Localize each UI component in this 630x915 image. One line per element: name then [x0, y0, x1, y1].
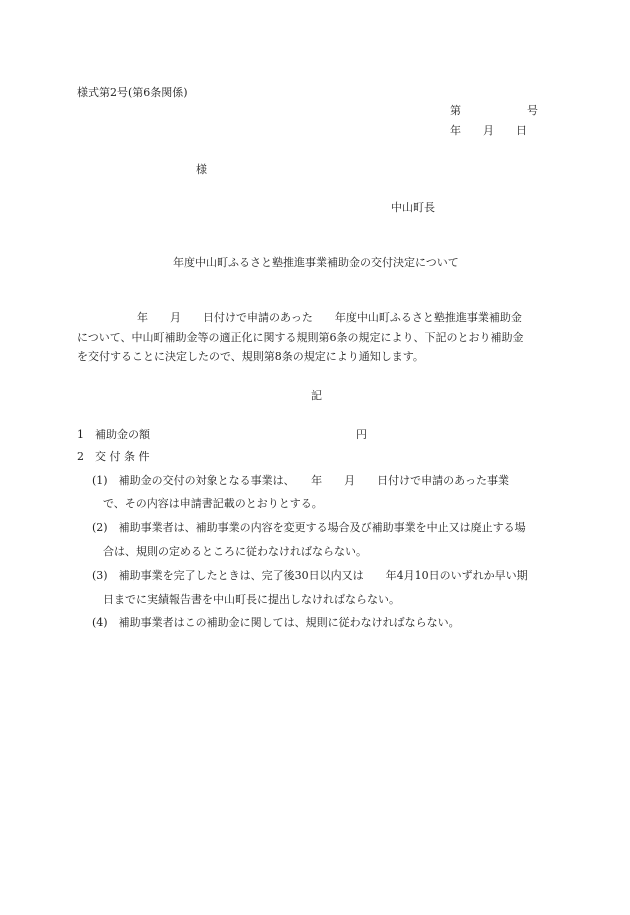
body-line-3: を交付することに決定したので、規則第8条の規定により通知します。: [77, 350, 424, 363]
body-line-2: について、中山町補助金等の適正化に関する規則第6条の規定により、下記のとおり補助金: [77, 331, 524, 344]
conditions-heading: 2 交 付 条 件: [77, 450, 150, 463]
subsidy-amount-unit: 円: [356, 428, 367, 441]
condition-3-line-1: (3) 補助事業を完了したときは、完了後30日以内又は 年4月10日のいずれか早い期: [92, 569, 528, 582]
document-title: 年度中山町ふるさと塾推進事業補助金の交付決定について: [173, 256, 459, 269]
condition-2-line-2: 合は、規則の定めるところに従わなければならない。: [103, 545, 367, 558]
ki-heading: 記: [311, 389, 322, 402]
issue-date: 年 月 日: [450, 124, 527, 137]
condition-4-line-1: (4) 補助事業者はこの補助金に関しては、規則に従わなければならない。: [92, 616, 460, 629]
document-number: 第 号: [450, 104, 538, 117]
form-number: 様式第2号(第6条関係): [77, 86, 188, 99]
condition-3-line-2: 日までに実績報告書を中山町長に提出しなければならない。: [103, 593, 400, 606]
addressee: 様: [196, 163, 207, 176]
condition-1-line-2: で、その内容は申請書記載のとおりとする。: [103, 497, 323, 510]
condition-2-line-1: (2) 補助事業者は、補助事業の内容を変更する場合及び補助事業を中止又は廃止する場: [92, 521, 526, 534]
subsidy-amount-label: 1 補助金の額: [77, 428, 150, 441]
issuer: 中山町長: [391, 201, 435, 214]
condition-1-line-1: (1) 補助金の交付の対象となる事業は、 年 月 日付けで申請のあった事業: [92, 474, 509, 487]
body-line-1: 年 月 日付けで申請のあった 年度中山町ふるさと塾推進事業補助金: [137, 311, 522, 324]
